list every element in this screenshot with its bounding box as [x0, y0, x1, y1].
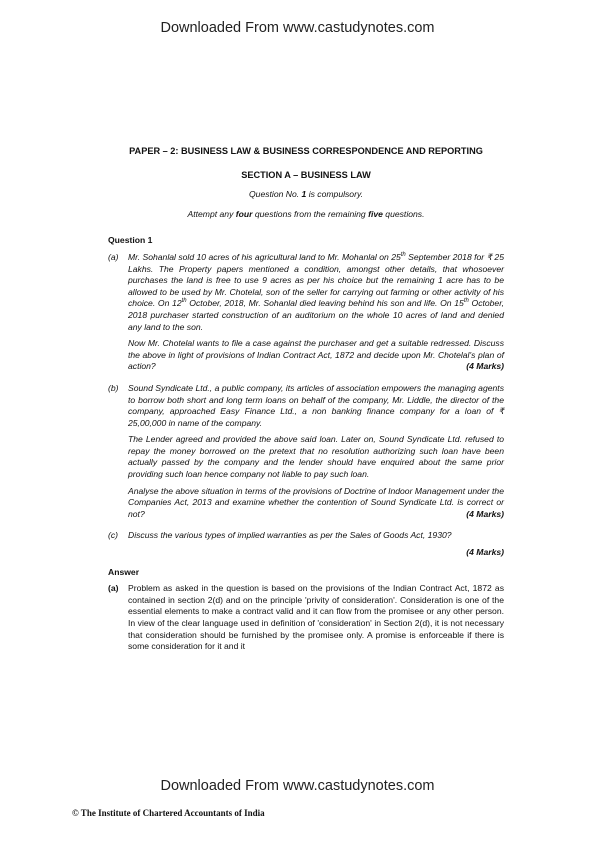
instruction-attempt — [108, 209, 504, 221]
item-label: (b) — [108, 382, 119, 393]
question-paragraph — [128, 486, 504, 521]
question-paragraph: Sound Syndicate Ltd., a public company, its articles of association empowers the managing agents to borrow both short and long term loans on behalf of the company, Mr. Liddle, the director of the company, approached Easy Finance Ltd., a non banking finance company for a loan of ₹ 25,00,000 in name of the company. — [128, 382, 504, 428]
instruction-text: questions. — [382, 208, 425, 219]
item-body — [128, 583, 504, 658]
marks-label: (4 Marks) — [466, 361, 504, 372]
section-title: SECTION A – BUSINESS LAW — [241, 169, 371, 180]
instruction-text: questions from the remaining — [252, 208, 369, 219]
paper-title: PAPER – 2: BUSINESS LAW & BUSINESS CORRESPONDENCE AND REPORTING — [129, 146, 483, 156]
instruction-emphasis: 1 — [301, 189, 307, 200]
question-paragraph — [128, 252, 504, 333]
copyright-notice: © The Institute of Chartered Accountants of India — [72, 808, 265, 818]
answer-item-a — [108, 583, 504, 658]
text-run: Analyse the above situation in terms of the provisions of Doctrine of Indoor Management under the Companies Act, 2013 and examine whether the contention of Sound Syndicate Ltd. is correct or not? — [128, 485, 504, 519]
item-body — [128, 530, 504, 558]
text-run: October, 2018 purchaser started construction of an auditorium on the whole 10 acres of land and denied any land to the son. — [128, 298, 504, 332]
question-paragraph: The Lender agreed and provided the above said loan. Later on, Sound Syndicate Ltd. refused to repay the money borrowed on the pretext that no resolution authorizing such loan have been actually passed by the company and the lender should have enquired about the same prior providing such loan hence company not liable to pay such loan. — [128, 434, 504, 480]
question-heading: Question 1 — [108, 235, 153, 246]
instruction-text: is compulsory. — [306, 189, 363, 200]
item-body — [128, 383, 504, 526]
question-item-a — [108, 252, 504, 378]
question-item-c — [108, 530, 504, 558]
text-run: September 2018 for ₹ 25 Lakhs. The Property papers mentioned a condition, amongst other details, that whosoever purchases the land is free to use 9 acres as per his choice but the remaining 1 acre has to be allowed to be used by Mr. Chotelal, son of the seller for carrying out farming or other activity of his choice. On 12 — [128, 251, 504, 309]
ordinal-suffix: th — [463, 298, 469, 305]
instruction-emphasis: five — [368, 208, 383, 219]
instruction-text: Attempt any — [187, 208, 236, 219]
marks-label: (4 Marks) — [466, 547, 504, 558]
answer-heading: Answer — [108, 566, 140, 577]
answer-paragraph: Problem as asked in the question is based on the provisions of the Indian Contract Act, 1872 as contained in section 2(d) and on the principle 'privity of consideration'. Consideration is one of the essential elements to make a contract valid and it can flow from the promisee or any other person. In view of the clear language used in definition of 'consideration' in Section 2(d), it is not necessary that consideration should be furnished by the promisee only. A promise is enforceable if there is some consideration for it and it — [128, 583, 504, 652]
item-label: (a) — [108, 583, 119, 594]
instruction-text: Question No. — [249, 189, 302, 200]
item-label: (c) — [108, 530, 119, 541]
text-run: October, 2018, Mr. Sohanlal died leaving behind his son and life. On 15 — [186, 298, 464, 309]
download-banner-top: Downloaded From www.castudynotes.com — [160, 20, 435, 36]
ordinal-suffix: th — [181, 298, 187, 305]
document-content — [108, 142, 504, 658]
question-paragraph — [128, 338, 504, 373]
instruction-emphasis: four — [235, 208, 253, 219]
instruction-compulsory — [108, 189, 504, 201]
ordinal-suffix: th — [400, 252, 406, 259]
item-body — [128, 252, 504, 378]
marks-label: (4 Marks) — [466, 508, 504, 519]
download-banner-bottom: Downloaded From www.castudynotes.com — [160, 778, 435, 794]
item-label: (a) — [108, 251, 119, 262]
question-item-b — [108, 383, 504, 526]
text-run: Mr. Sohanlal sold 10 acres of his agricultural land to Mr. Mohanlal on 25 — [128, 251, 401, 262]
question-paragraph: Discuss the various types of implied warranties as per the Sales of Goods Act, 1930? — [128, 530, 452, 541]
text-run: Now Mr. Chotelal wants to file a case against the purchaser and get a suitable redressed. Discuss the above in light of provisions of Indian Contract Act, 1872 and decide upon Mr. Chotelal's plan of action? — [128, 338, 504, 372]
